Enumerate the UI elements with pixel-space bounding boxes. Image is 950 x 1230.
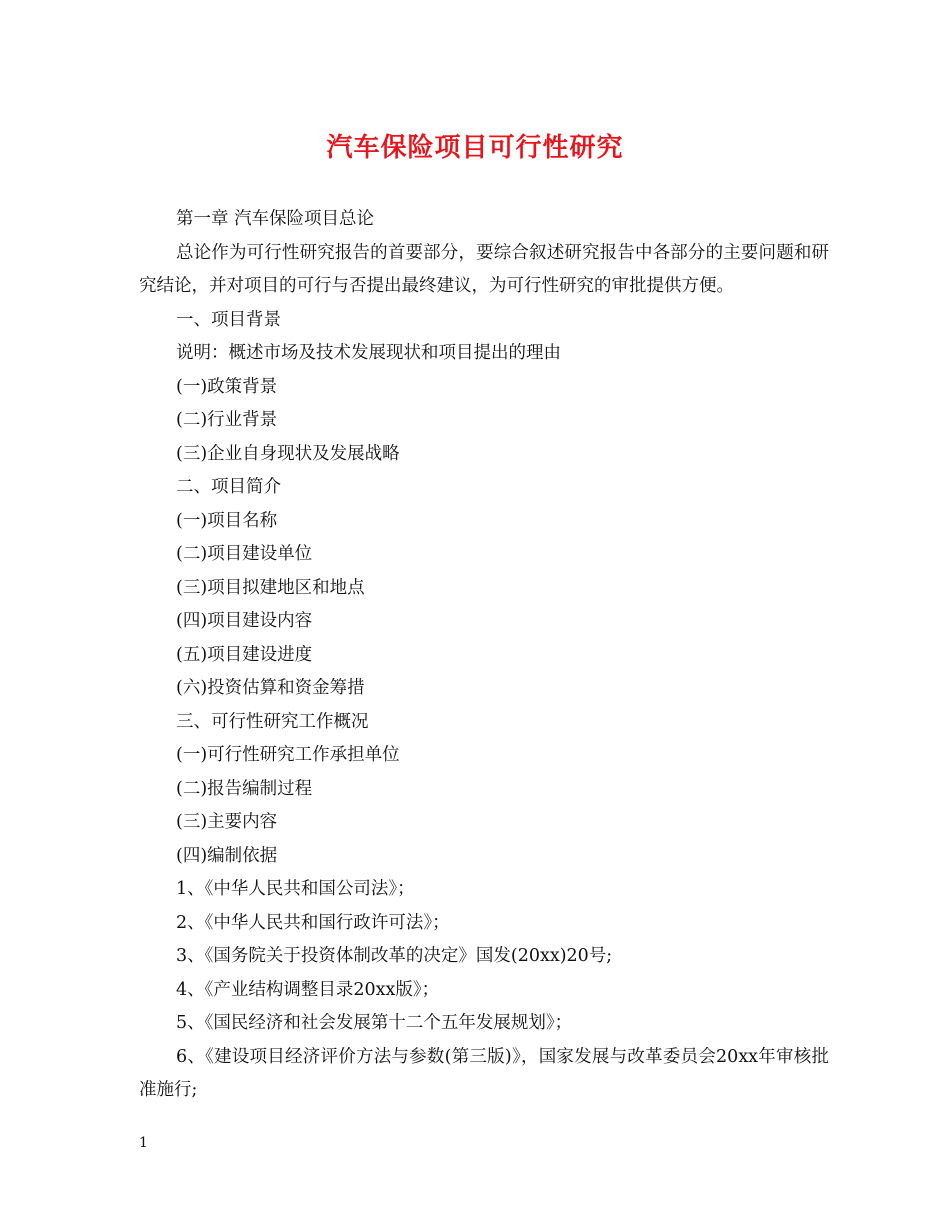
reference-item: 1、《中华人民共和国公司法》；	[176, 879, 415, 899]
paragraph-note: 说明：概述市场及技术发展现状和项目提出的理由	[176, 343, 561, 363]
list-item: (二)报告编制过程	[176, 778, 313, 799]
list-item: (三)企业自身现状及发展战略	[176, 443, 400, 464]
page-number: 1	[139, 1135, 148, 1151]
reference-item: 6、《建设项目经济评价方法与参数(第三版)》，国家发展与改革委员会20xx年审核批准施行;	[139, 1046, 829, 1100]
section-heading-overview: 三、可行性研究工作概况	[176, 711, 369, 732]
list-item: (二)行业背景	[176, 410, 278, 430]
list-item: (一)项目名称	[176, 510, 278, 531]
list-item: (六)投资估算和资金筹措	[176, 678, 365, 698]
list-item: (五)项目建设进度	[176, 644, 313, 665]
reference-item: 3、《国务院关于投资体制改革的决定》国发(20xx)20号;	[176, 946, 613, 966]
list-item: (一)政策背景	[176, 376, 278, 397]
reference-item: 2、《中华人民共和国行政许可法》；	[176, 912, 450, 933]
list-item: (三)项目拟建地区和地点	[176, 577, 365, 598]
document-title: 汽车保险项目可行性研究	[326, 133, 624, 163]
reference-item: 5、《国民经济和社会发展第十二个五年发展规划》；	[176, 1013, 573, 1033]
reference-item: 4、《产业结构调整目录20xx版》；	[176, 979, 440, 1000]
list-item: (一)可行性研究工作承担单位	[176, 745, 400, 765]
list-item: (四)项目建设内容	[176, 611, 313, 631]
section-heading-introduction: 二、项目简介	[176, 477, 281, 497]
section-heading-background: 一、项目背景	[176, 309, 281, 330]
list-item: (二)项目建设单位	[176, 544, 313, 564]
list-item: (三)主要内容	[176, 812, 278, 832]
document-body	[139, 203, 829, 1108]
paragraph-overview: 总论作为可行性研究报告的首要部分，要综合叙述研究报告中各部分的主要问题和研究结论，并对项目的可行与否提出最终建议，为可行性研究的审批提供方便。	[139, 242, 829, 296]
list-item: (四)编制依据	[176, 845, 278, 866]
chapter-heading: 第一章 汽车保险项目总论	[176, 209, 375, 229]
